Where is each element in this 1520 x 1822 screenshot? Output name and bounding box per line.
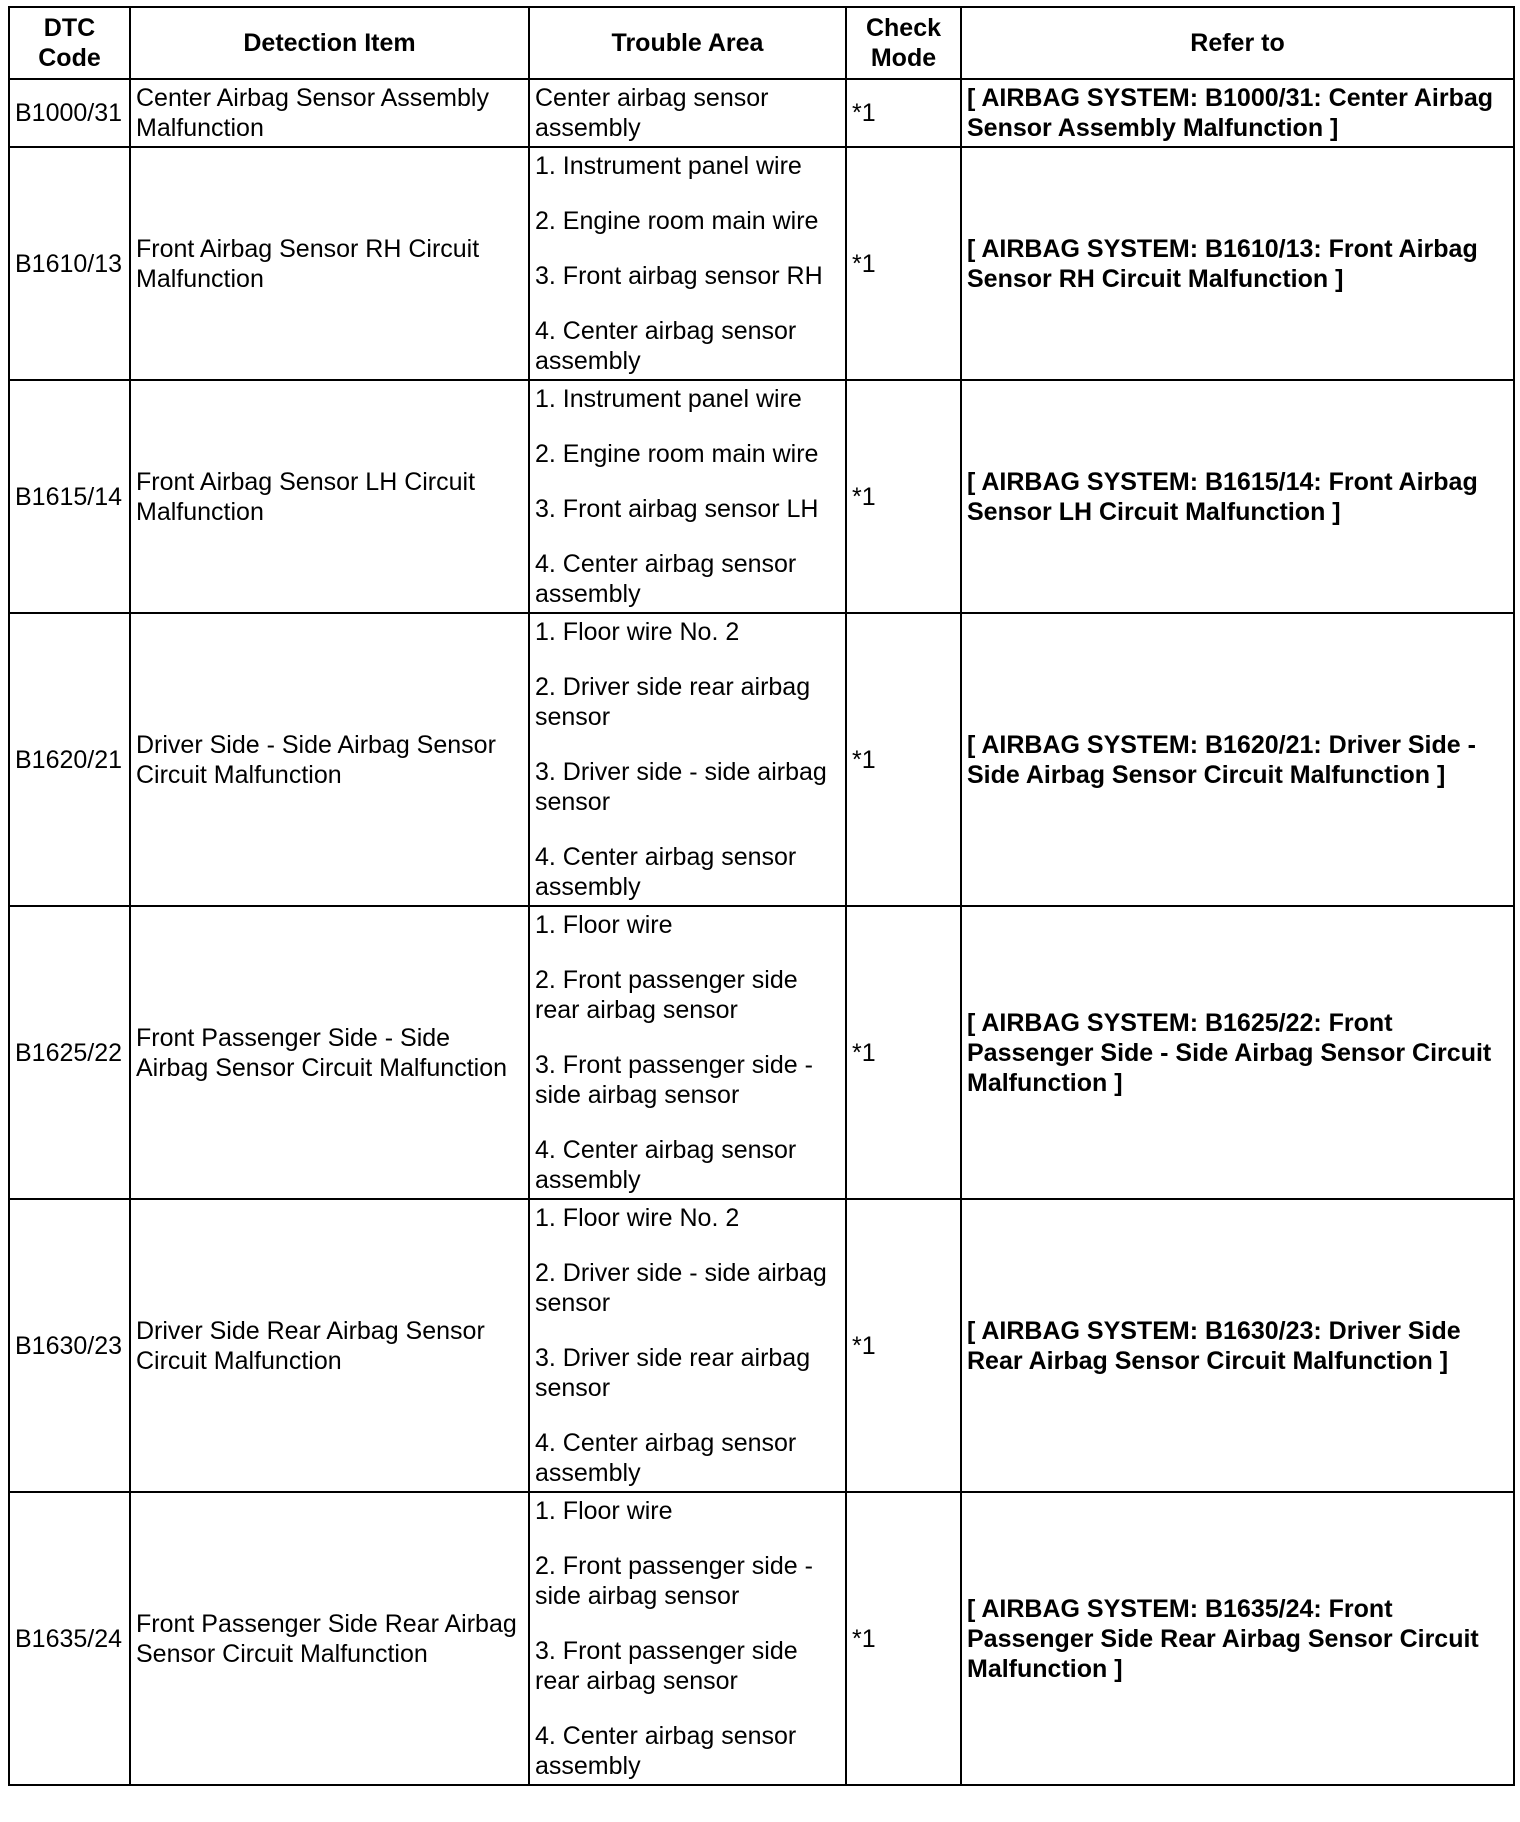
trouble-area-cell bbox=[529, 906, 846, 1199]
check-mode-cell: *1 bbox=[846, 1492, 961, 1785]
refer-to-link[interactable]: [ AIRBAG SYSTEM: B1615/14: Front Airbag Sensor LH Circuit Malfunction ] bbox=[961, 380, 1514, 613]
trouble-area-item: 4. Center airbag sensor assembly bbox=[535, 1429, 797, 1487]
header-refer-to: Refer to bbox=[961, 7, 1514, 79]
trouble-area-cell bbox=[529, 79, 846, 147]
trouble-area-cell bbox=[529, 147, 846, 380]
header-check-mode: Check Mode bbox=[846, 7, 961, 79]
dtc-code-cell: B1630/23 bbox=[9, 1199, 130, 1492]
trouble-area-item: 1. Floor wire bbox=[535, 911, 673, 939]
refer-to-link[interactable]: [ AIRBAG SYSTEM: B1635/24: Front Passenger Side Rear Airbag Sensor Circuit Malfunction ] bbox=[961, 1492, 1514, 1785]
trouble-area-item: 1. Floor wire No. 2 bbox=[535, 1204, 740, 1232]
dtc-code-cell: B1610/13 bbox=[9, 147, 130, 380]
dtc-code-cell: B1620/21 bbox=[9, 613, 130, 906]
dtc-code-cell: B1625/22 bbox=[9, 906, 130, 1199]
trouble-area-item: 4. Center airbag sensor assembly bbox=[535, 550, 797, 608]
trouble-area-item: 1. Floor wire No. 2 bbox=[535, 618, 740, 646]
detection-item-cell: Front Airbag Sensor RH Circuit Malfunction bbox=[130, 147, 529, 380]
trouble-area-item: 2. Driver side rear airbag sensor bbox=[535, 673, 811, 731]
trouble-area-item: 4. Center airbag sensor assembly bbox=[535, 317, 797, 375]
header-detection-item: Detection Item bbox=[130, 7, 529, 79]
table-row bbox=[9, 380, 1514, 613]
trouble-area-cell bbox=[529, 380, 846, 613]
check-mode-cell: *1 bbox=[846, 906, 961, 1199]
trouble-area-item: Center airbag sensor assembly bbox=[535, 84, 769, 142]
trouble-area-item: 4. Center airbag sensor assembly bbox=[535, 843, 797, 901]
check-mode-cell: *1 bbox=[846, 1199, 961, 1492]
trouble-area-item: 3. Front airbag sensor RH bbox=[535, 262, 823, 290]
table-row bbox=[9, 613, 1514, 906]
refer-to-link[interactable]: [ AIRBAG SYSTEM: B1000/31: Center Airbag Sensor Assembly Malfunction ] bbox=[961, 79, 1514, 147]
table-row bbox=[9, 147, 1514, 380]
refer-to-link[interactable]: [ AIRBAG SYSTEM: B1625/22: Front Passenger Side - Side Airbag Sensor Circuit Malfunction ] bbox=[961, 906, 1514, 1199]
trouble-area-item: 3. Driver side - side airbag sensor bbox=[535, 758, 827, 816]
header-dtc-code: DTC Code bbox=[9, 7, 130, 79]
trouble-area-item: 3. Front passenger side rear airbag sensor bbox=[535, 1637, 798, 1695]
trouble-area-item: 1. Instrument panel wire bbox=[535, 385, 802, 413]
refer-to-link[interactable]: [ AIRBAG SYSTEM: B1630/23: Driver Side Rear Airbag Sensor Circuit Malfunction ] bbox=[961, 1199, 1514, 1492]
check-mode-cell: *1 bbox=[846, 79, 961, 147]
trouble-area-item: 2. Engine room main wire bbox=[535, 207, 819, 235]
check-mode-cell: *1 bbox=[846, 613, 961, 906]
dtc-code-cell: B1615/14 bbox=[9, 380, 130, 613]
dtc-table-container bbox=[8, 6, 1513, 1786]
table-row bbox=[9, 79, 1514, 147]
header-trouble-area: Trouble Area bbox=[529, 7, 846, 79]
trouble-area-cell bbox=[529, 1199, 846, 1492]
check-mode-cell: *1 bbox=[846, 147, 961, 380]
trouble-area-item: 2. Front passenger side rear airbag sensor bbox=[535, 966, 798, 1024]
dtc-table bbox=[8, 6, 1515, 1786]
trouble-area-item: 2. Engine room main wire bbox=[535, 440, 819, 468]
trouble-area-cell bbox=[529, 613, 846, 906]
dtc-code-cell: B1635/24 bbox=[9, 1492, 130, 1785]
detection-item-cell: Front Passenger Side Rear Airbag Sensor Circuit Malfunction bbox=[130, 1492, 529, 1785]
detection-item-cell: Front Passenger Side - Side Airbag Sensor Circuit Malfunction bbox=[130, 906, 529, 1199]
detection-item-cell: Driver Side - Side Airbag Sensor Circuit Malfunction bbox=[130, 613, 529, 906]
table-row bbox=[9, 1199, 1514, 1492]
trouble-area-item: 3. Front passenger side - side airbag sensor bbox=[535, 1051, 813, 1109]
table-row bbox=[9, 906, 1514, 1199]
detection-item-cell: Driver Side Rear Airbag Sensor Circuit Malfunction bbox=[130, 1199, 529, 1492]
trouble-area-item: 3. Front airbag sensor LH bbox=[535, 495, 819, 523]
trouble-area-item: 4. Center airbag sensor assembly bbox=[535, 1136, 797, 1194]
trouble-area-item: 3. Driver side rear airbag sensor bbox=[535, 1344, 811, 1402]
detection-item-cell: Center Airbag Sensor Assembly Malfunction bbox=[130, 79, 529, 147]
trouble-area-item: 4. Center airbag sensor assembly bbox=[535, 1722, 797, 1780]
refer-to-link[interactable]: [ AIRBAG SYSTEM: B1620/21: Driver Side - Side Airbag Sensor Circuit Malfunction ] bbox=[961, 613, 1514, 906]
trouble-area-item: 1. Instrument panel wire bbox=[535, 152, 802, 180]
dtc-table-body bbox=[9, 79, 1514, 1785]
refer-to-link[interactable]: [ AIRBAG SYSTEM: B1610/13: Front Airbag Sensor RH Circuit Malfunction ] bbox=[961, 147, 1514, 380]
dtc-code-cell: B1000/31 bbox=[9, 79, 130, 147]
check-mode-cell: *1 bbox=[846, 380, 961, 613]
trouble-area-cell bbox=[529, 1492, 846, 1785]
trouble-area-item: 2. Front passenger side - side airbag sensor bbox=[535, 1552, 813, 1610]
trouble-area-item: 1. Floor wire bbox=[535, 1497, 673, 1525]
table-row bbox=[9, 1492, 1514, 1785]
detection-item-cell: Front Airbag Sensor LH Circuit Malfunction bbox=[130, 380, 529, 613]
header-row bbox=[9, 7, 1514, 79]
trouble-area-item: 2. Driver side - side airbag sensor bbox=[535, 1259, 827, 1317]
